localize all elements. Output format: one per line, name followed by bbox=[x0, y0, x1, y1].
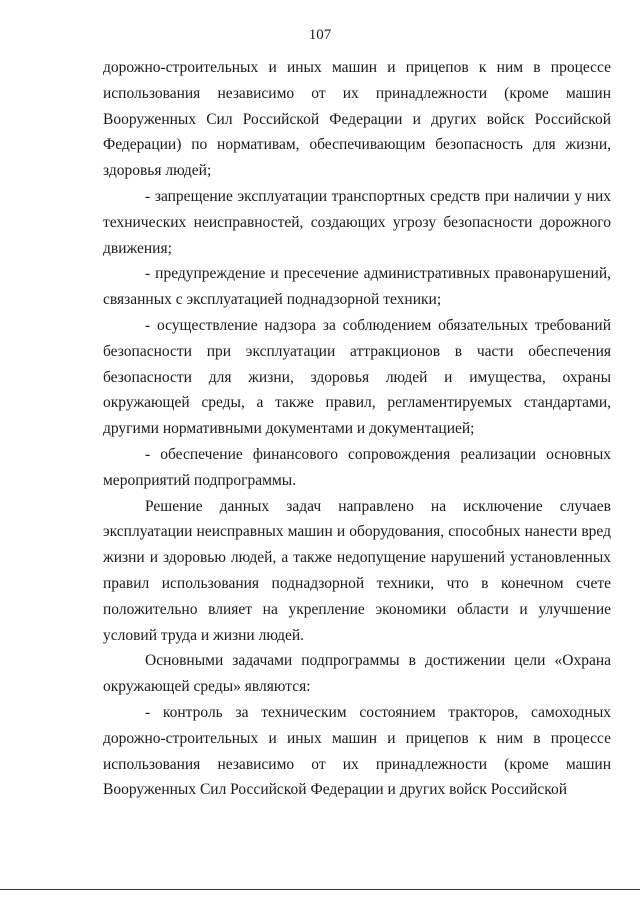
paragraph: Основными задачами подпрограммы в достижении цели «Охрана окружающей среды» являются: bbox=[103, 652, 611, 696]
paragraph: Решение данных задач направлено на исключение случаев эксплуатации неисправных машин и оборудования, способных нанести вред жизни и здоровью людей, а также недопущение нарушений установленных правил использования поднадзорной техники, что в конечном счете положительно влияет на укрепление экономики области и улучшение условий труда и жизни людей. bbox=[103, 497, 611, 644]
list-item: - запрещение эксплуатации транспортных средств при наличии у них технических неисправностей, создающих угрозу безопасности дорожного движения; bbox=[103, 187, 611, 257]
list-item: - осуществление надзора за соблюдением обязательных требований безопасности при эксплуатации аттракционов в части обеспечения безопасности для жизни, здоровья людей и имущества, охраны окружающей среды, а также правил, регламентируемых стандартами, другими нормативными документами и документацией; bbox=[103, 316, 611, 438]
list-item: - предупреждение и пресечение административных правонарушений, связанных с эксплуатацией поднадзорной техники; bbox=[103, 265, 611, 309]
list-item: - обеспечение финансового сопровождения реализации основных мероприятий подпрограммы. bbox=[103, 445, 611, 489]
page-bottom-rule bbox=[0, 889, 640, 890]
document-body bbox=[103, 55, 611, 803]
paragraph-continuation: дорожно-строительных и иных машин и прицепов к ним в процессе использования независимо от их принадлежности (кроме машин Вооруженных Сил Российской Федерации и других войск Российской Федерации) по нормативам, обеспечивающим безопасность для жизни, здоровья людей; bbox=[103, 59, 611, 180]
page-number: 107 bbox=[308, 27, 332, 43]
list-item: - контроль за техническим состоянием тракторов, самоходных дорожно-строительных и иных машин и прицепов к ним в процессе использования независимо от их принадлежности (кроме машин Вооруженных Сил Российской Федерации и других войск Российской bbox=[103, 703, 611, 799]
